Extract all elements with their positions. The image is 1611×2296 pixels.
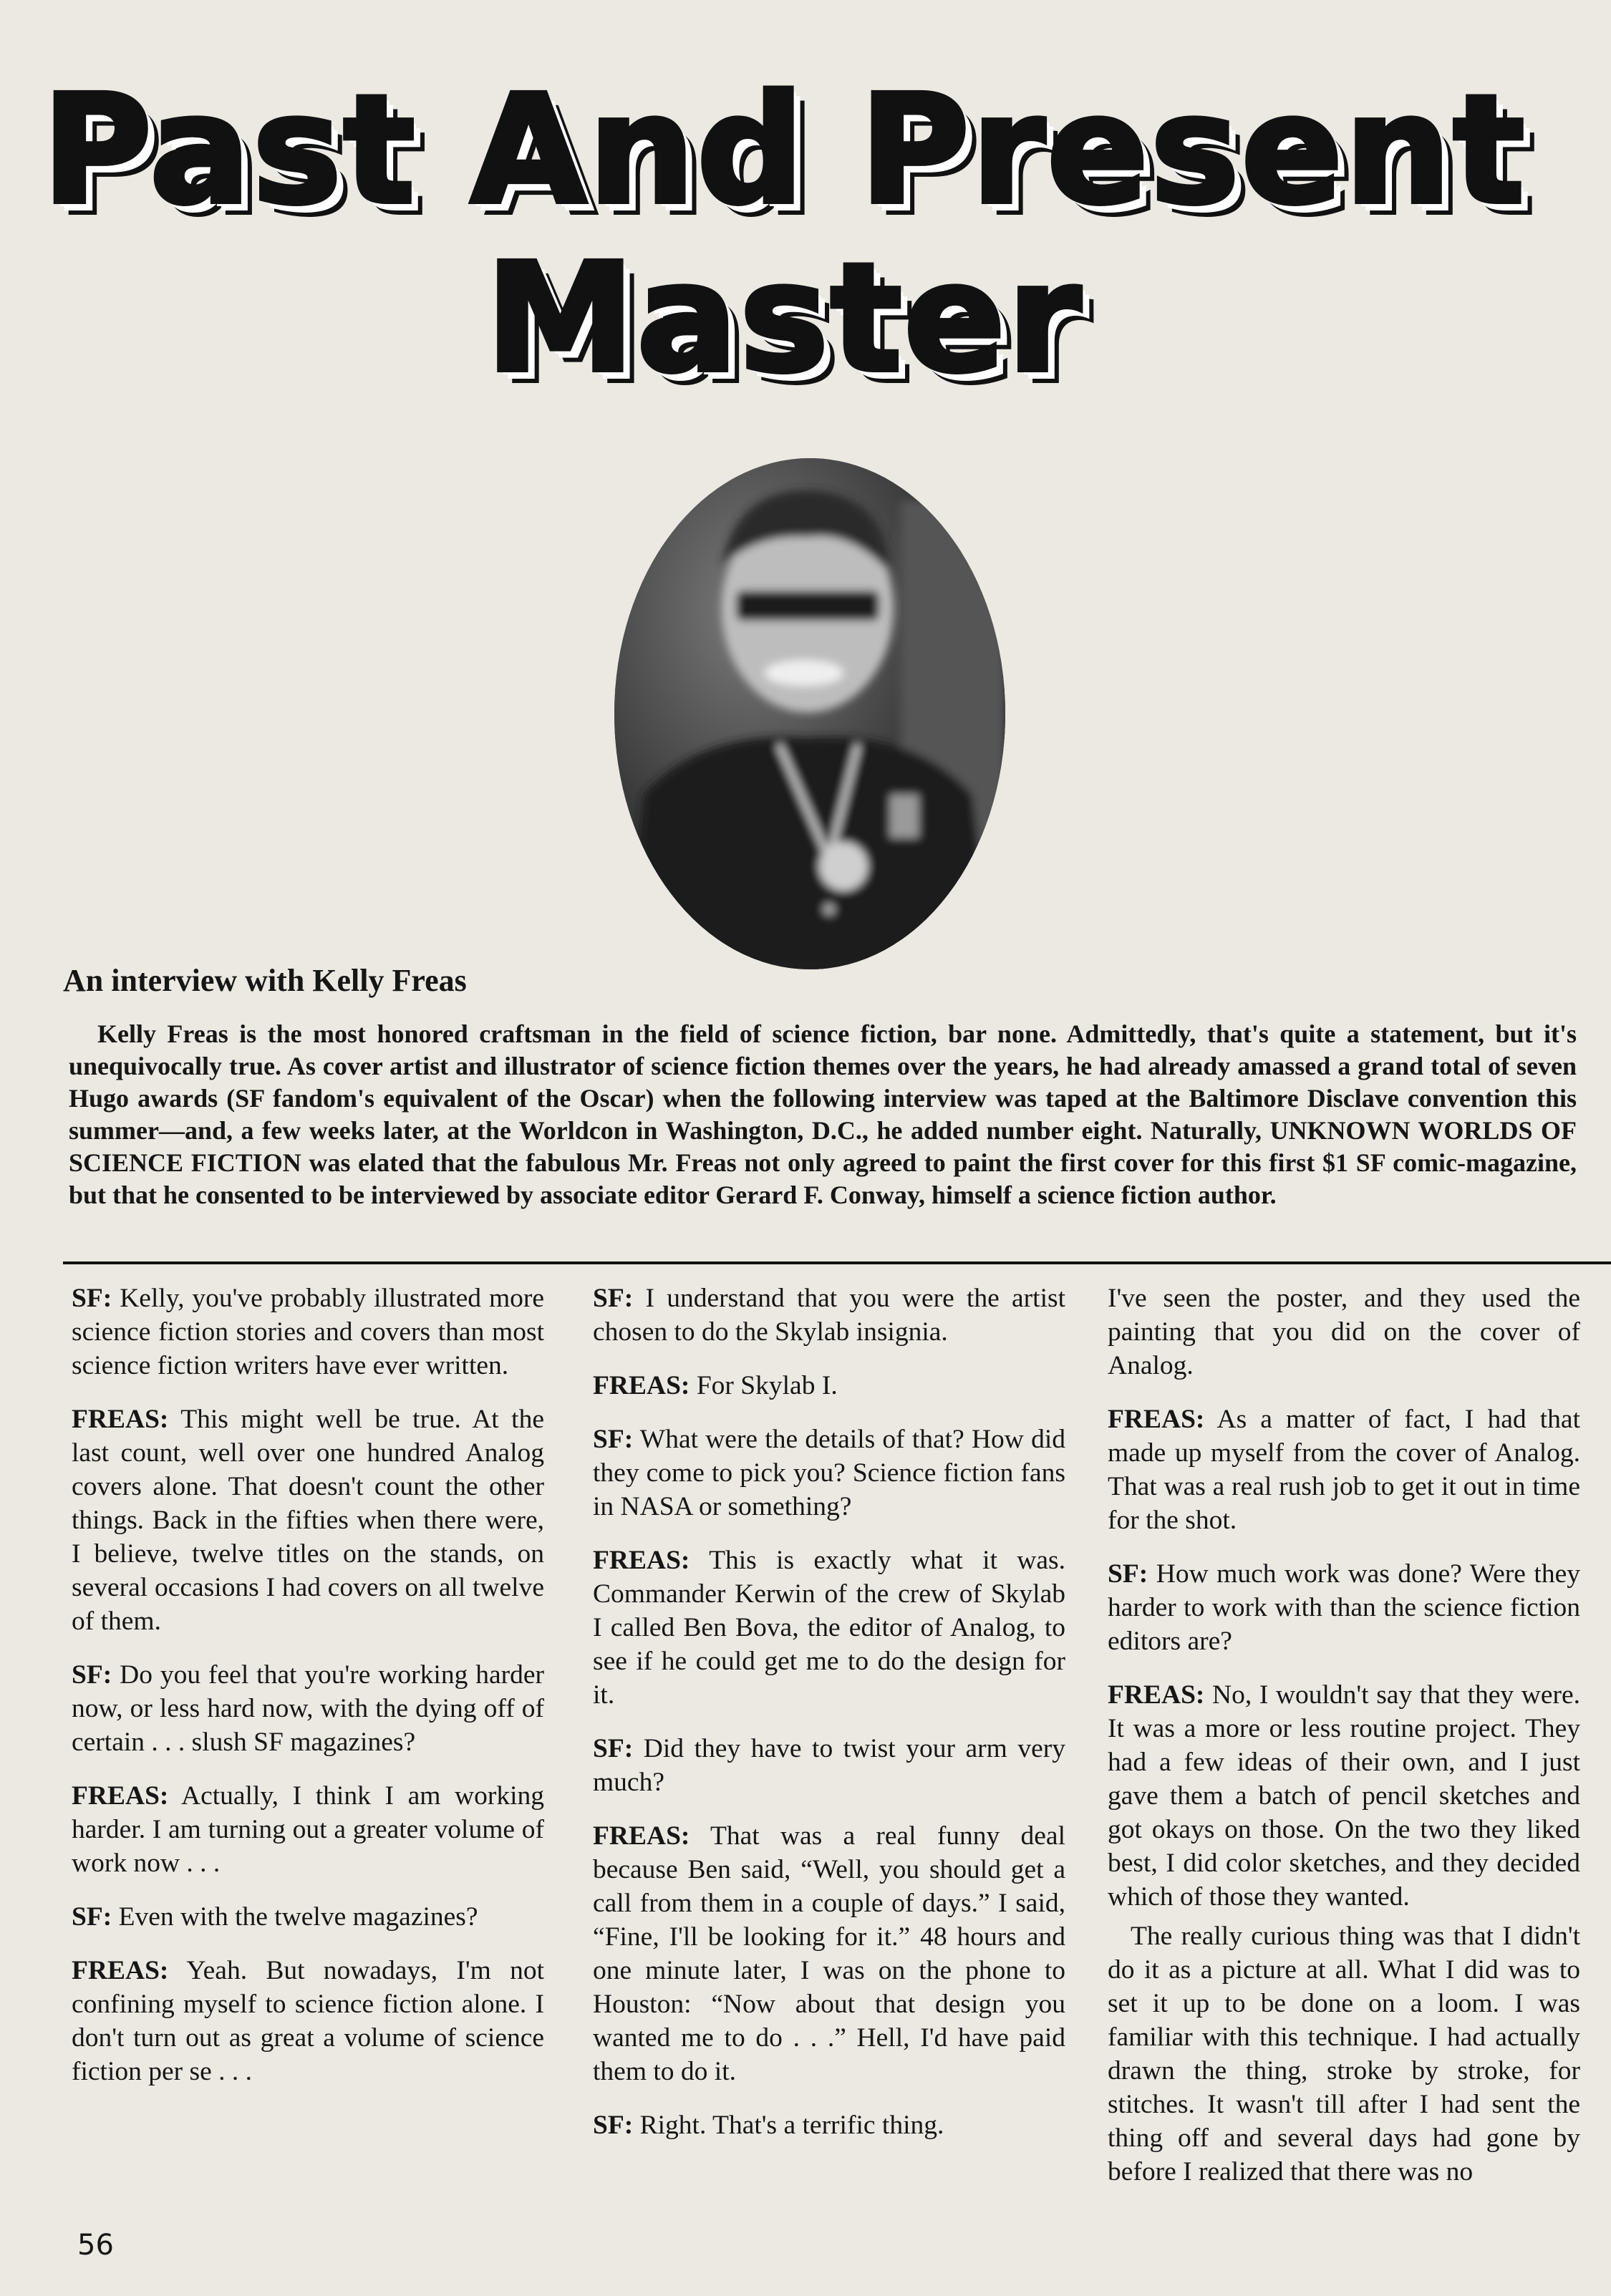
column-2 xyxy=(593,1282,1065,2162)
qa-paragraph xyxy=(593,1369,1065,1403)
qa-paragraph xyxy=(1108,1282,1580,1382)
column-1 xyxy=(72,1282,544,2108)
paragraph-text: Actually, I think I am working harder. I am turning out a greater volume of work now . . . xyxy=(72,1781,544,1878)
paragraph-text: Do you feel that you're working harder now, or less hard now, with the dying off of certain . . . slush SF magazines? xyxy=(72,1660,544,1757)
paragraph-text: I understand that you were the artist chosen to do the Skylab insignia. xyxy=(593,1284,1065,1347)
paragraph-text: As a matter of fact, I had that made up myself from the cover of Analog. That was a real rush job to get it out in time for the shot. xyxy=(1108,1405,1580,1535)
interview-subtitle: An interview with Kelly Freas xyxy=(63,963,467,998)
page-number: 56 xyxy=(77,2229,114,2262)
speaker-label: FREAS: xyxy=(72,1781,169,1811)
column-3 xyxy=(1108,1282,1580,2209)
qa-paragraph xyxy=(72,1779,544,1880)
qa-paragraph xyxy=(593,1819,1065,2088)
speaker-label: SF: xyxy=(1108,1559,1148,1589)
paragraph-text: No, I wouldn't say that they were. It was a more or less routine project. They had a few ideas of their own, and I just gave them a batch of pencil sketches and got okays on those. On the two they liked best, I did color sketches, and they decided which of those they wanted. xyxy=(1108,1680,1581,1912)
qa-paragraph xyxy=(72,1658,544,1759)
paragraph-text: The really curious thing was that I didn't do it as a picture at all. What I did was to set it up to be done on a loom. I was familiar with this technique. I had actually drawn the thing, stroke by stroke, for stitches. It wasn't till after I had sent the thing off and several days had gone by before I realized that there was no xyxy=(1108,1922,1580,2186)
paragraph-text: For Skylab I. xyxy=(696,1371,838,1400)
qa-paragraph xyxy=(593,1423,1065,1524)
qa-paragraph xyxy=(593,1732,1065,1799)
intro-paragraph: Kelly Freas is the most honored craftsman in the field of science fiction, bar none. Admittedly, that's quite a statement, but it's unequivocally true. As cover artist and illustrator of science fiction themes over the years, he had already amassed a grand total of seven Hugo awards (SF fandom's equivalent of the Oscar) when the following interview was taped at the Baltimore Disclave convention this summer—and, a few weeks later, at the Worldcon in Washington, D.C., he added number eight. Naturally, UNKNOWN WORLDS OF SCIENCE FICTION was elated that the fabulous Mr. Freas not only agreed to paint the first cover for this first $1 SF comic-magazine, but that he consented to be interviewed by associate editor Gerard F. Conway, himself a science fiction author. xyxy=(69,1019,1577,1209)
qa-paragraph xyxy=(72,1403,544,1638)
qa-paragraph xyxy=(1108,1403,1580,1537)
speaker-label: FREAS: xyxy=(593,1371,690,1400)
speaker-label: SF: xyxy=(593,2111,634,2140)
qa-paragraph xyxy=(1108,1919,1580,2189)
paragraph-text: Yeah. But nowadays, I'm not confining myself to science fiction alone. I don't turn out as great a volume of science fiction per se . . . xyxy=(72,1956,545,2086)
qa-paragraph xyxy=(593,2108,1065,2142)
speaker-label: FREAS: xyxy=(593,1821,690,1851)
paragraph-text: How much work was done? Were they harder to work with than the science fiction editors are? xyxy=(1108,1559,1580,1656)
paragraph-text: That was a real funny deal because Ben said, “Well, you should get a call from them in a couple of days.” I said, “Fine, I'll be looking for it.” 48 hours and one minute later, I was on the phone to Houston: “Now about that design you wanted me to do . . .” Hell, I'd have paid them to do it. xyxy=(593,1821,1065,2086)
qa-paragraph xyxy=(72,1954,544,2088)
speaker-label: SF: xyxy=(593,1284,634,1313)
paragraph-text: This might well be true. At the last count, well over one hundred Analog covers alone. That doesn't count the other things. Back in the fifties when there were, I believe, twelve titles on the stands, on several occasions I had covers on all twelve of them. xyxy=(72,1405,544,1636)
paragraph-text: What were the details of that? How did they come to pick you? Science fiction fans in NASA or something? xyxy=(593,1425,1065,1521)
qa-paragraph xyxy=(1108,1557,1580,1658)
speaker-label: SF: xyxy=(593,1425,634,1454)
paragraph-text: This is exactly what it was. Commander Kerwin of the crew of Skylab I called Ben Bova, the editor of Analog, to see if he could get me to do the design for it. xyxy=(593,1546,1065,1710)
qa-paragraph xyxy=(593,1544,1065,1712)
paragraph-text: I've seen the poster, and they used the painting that you did on the cover of Analog. xyxy=(1108,1284,1580,1380)
speaker-label: SF: xyxy=(72,1284,112,1313)
qa-paragraph xyxy=(72,1282,544,1382)
paragraph-text: Kelly, you've probably illustrated more science fiction stories and covers than most science fiction writers have ever written. xyxy=(72,1284,545,1380)
speaker-label: FREAS: xyxy=(72,1956,169,1985)
speaker-label: SF: xyxy=(72,1902,112,1932)
qa-paragraph xyxy=(593,1282,1065,1349)
qa-paragraph xyxy=(1108,1678,1580,1914)
portrait-photo xyxy=(614,458,1005,969)
speaker-label: SF: xyxy=(72,1660,112,1690)
headline-line-2: Master xyxy=(485,231,1083,406)
qa-paragraph xyxy=(72,1900,544,1934)
headline-line-1: Past And Present xyxy=(42,62,1527,238)
paragraph-text: Right. That's a terrific thing. xyxy=(639,2111,944,2140)
speaker-label: FREAS: xyxy=(593,1546,690,1575)
divider-rule xyxy=(63,1261,1611,1264)
speaker-label: SF: xyxy=(593,1734,634,1763)
speaker-label: FREAS: xyxy=(1108,1405,1205,1434)
speaker-label: FREAS: xyxy=(72,1405,169,1434)
paragraph-text: Did they have to twist your arm very much? xyxy=(593,1734,1065,1797)
paragraph-text: Even with the twelve magazines? xyxy=(118,1902,478,1932)
speaker-label: FREAS: xyxy=(1108,1680,1205,1710)
